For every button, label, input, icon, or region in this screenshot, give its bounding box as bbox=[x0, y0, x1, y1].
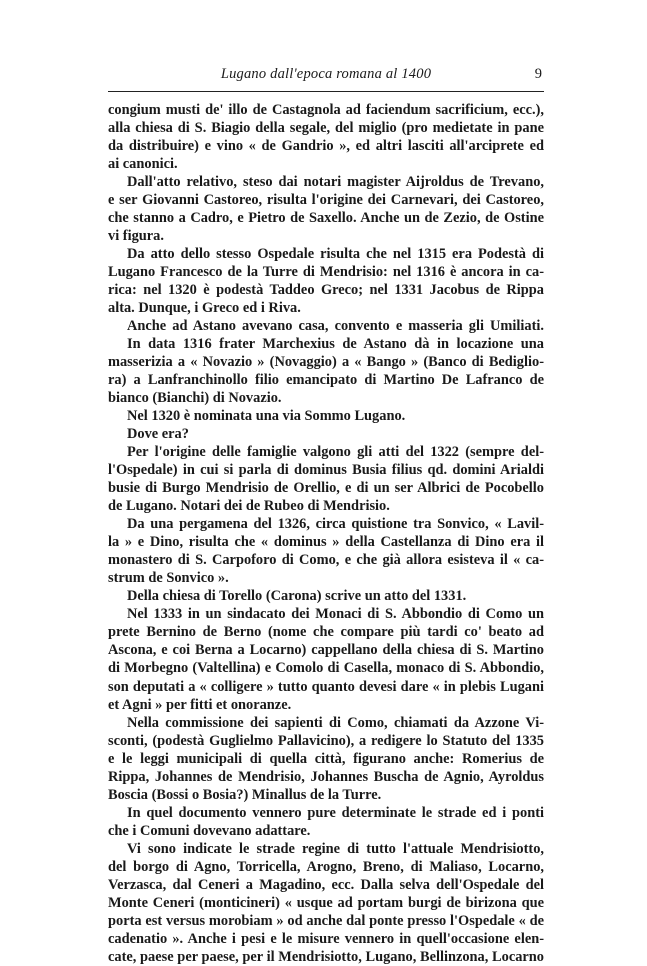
text-line: Verzasca, dal Ceneri a Magadino, ecc. Dalla selva dell'Ospedale del bbox=[108, 876, 544, 893]
text-line: Rippa, Johannes de Mendrisio, Johannes Buscha de Agnio, Ayroldus bbox=[108, 768, 544, 785]
text-line: prete Bernino de Berno (nome che compare più tardi co' beato ad bbox=[108, 624, 544, 641]
text-line: e ser Giovanni Castoreo, risulta l'origine dei Carnevari, dei Castoreo, bbox=[108, 192, 544, 209]
text-line: vi figura. bbox=[108, 228, 164, 245]
text-line: Boscia (Bossi o Bosia?) Minallus de la Turre. bbox=[108, 786, 382, 803]
text-line: Nella commissione dei sapienti di Como, chiamati da Azzone Vi- bbox=[127, 714, 544, 731]
text-line: di Morbegno (Valtellina) e Comolo di Casella, monaco di S. Abbondio, bbox=[108, 660, 544, 677]
text-line: ra) a Lanfranchinollo filio emancipato di Martino De Lafranco de bbox=[108, 372, 544, 389]
text-line: monastero di S. Carpoforo di Como, e che già allora esisteva il « ca- bbox=[108, 552, 544, 569]
text-line: da distribuire) e vino « de Gandrio », ed altri lasciti all'arciprete ed bbox=[108, 138, 544, 155]
text-line: Vi sono indicate le strade regine di tutto l'attuale Mendrisiotto, bbox=[127, 840, 544, 857]
text-line: Nel 1320 è nominata una via Sommo Lugano. bbox=[127, 408, 406, 425]
text-line: In quel documento vennero pure determinate le strade ed i ponti bbox=[127, 804, 544, 821]
text-line: Per l'origine delle famiglie valgono gli atti del 1322 (sempre del- bbox=[127, 444, 544, 461]
text-line: sconti, (podestà Guglielmo Pallavicino), a redigere lo Statuto del 1335 bbox=[108, 732, 544, 749]
text-line: Ascona, e coi Berna a Locarno) cappellano della chiesa di S. Martino bbox=[108, 642, 544, 659]
running-header bbox=[108, 66, 544, 86]
text-line: Anche ad Astano avevano casa, convento e masseria gli Umiliati. bbox=[127, 318, 544, 335]
text-line: rica: nel 1320 è podestà Taddeo Greco; nel 1331 Jacobus de Rippa bbox=[108, 282, 544, 299]
body-text bbox=[108, 101, 544, 966]
text-line: che i Comuni dovevano adattare. bbox=[108, 822, 311, 839]
text-line: ai canonici. bbox=[108, 156, 178, 173]
text-line: Della chiesa di Torello (Carona) scrive un atto del 1331. bbox=[127, 588, 467, 605]
text-line: Da atto dello stesso Ospedale risulta che nel 1315 era Podestà di bbox=[127, 246, 544, 263]
text-line: la » e Dino, risulta che « dominus » della Castellanza di Dino era il bbox=[108, 534, 544, 551]
text-line: Lugano Francesco de la Turre di Mendrisio: nel 1316 è ancora in ca- bbox=[108, 264, 544, 281]
text-line: Dall'atto relativo, steso dai notari magister Aijroldus de Trevano, bbox=[127, 174, 544, 191]
text-line: l'Ospedale) in cui si parla di dominus Busia filius qd. domini Arialdi bbox=[108, 462, 544, 479]
text-line: cate, paese per paese, per il Mendrisiotto, Lugano, Bellinzona, Locarno bbox=[108, 948, 544, 965]
text-line: che stanno a Cadro, e Pietro de Saxello. Anche un de Zezio, de Ostine bbox=[108, 210, 544, 227]
text-line: porta est versus morobiam » od anche dal ponte presso l'Ospedale « de bbox=[108, 912, 544, 929]
text-line: bianco (Bianchi) di Novazio. bbox=[108, 390, 282, 407]
text-line: Da una pergamena del 1326, circa quistione tra Sonvico, « Lavil- bbox=[127, 516, 544, 533]
text-line: cadenatio ». Anche i pesi e le misure vennero in quell'occasione elen- bbox=[108, 930, 544, 947]
text-line: alta. Dunque, i Greco ed i Riva. bbox=[108, 300, 301, 317]
text-line: del borgo di Agno, Torricella, Arogno, Breno, di Maliaso, Locarno, bbox=[108, 858, 544, 875]
text-line: et Agni » per fitti et onoranze. bbox=[108, 696, 292, 713]
running-title: Lugano dall'epoca romana al 1400 bbox=[220, 66, 432, 82]
text-line: masserizia a « Novazio » (Novaggio) a « Bango » (Banco di Bediglio- bbox=[108, 354, 544, 371]
text-line: de Lugano. Notari dei de Rubeo di Mendrisio. bbox=[108, 498, 390, 515]
text-line: alla chiesa di S. Biagio della segale, del miglio (pro medietate in pane bbox=[108, 120, 544, 137]
text-line: e le leggi municipali di quella città, figurano anche: Romerius de bbox=[108, 750, 544, 767]
text-line: Monte Ceneri (monticineri) « usque ad portam burgi de birizona que bbox=[108, 894, 544, 911]
text-line: Nel 1333 in un sindacato dei Monaci di S. Abbondio di Como un bbox=[127, 606, 544, 623]
text-line: congium musti de' illo de Castagnola ad faciendum sacrificium, ecc.), bbox=[108, 102, 544, 118]
text-line: Dove era? bbox=[127, 426, 189, 443]
text-line: son deputati a « colligere » tutto quanto devesi dare « in plebis Lugani bbox=[108, 678, 544, 695]
page-number: 9 bbox=[534, 66, 542, 82]
text-line: strum de Sonvico ». bbox=[108, 570, 229, 587]
header-rule bbox=[108, 91, 544, 92]
text-line: In data 1316 frater Marchexius de Astano dà in locazione una bbox=[127, 336, 544, 353]
text-line: busie di Burgo Mendrisio de Orellio, e di un ser Albrici de Pocobello bbox=[108, 480, 544, 497]
